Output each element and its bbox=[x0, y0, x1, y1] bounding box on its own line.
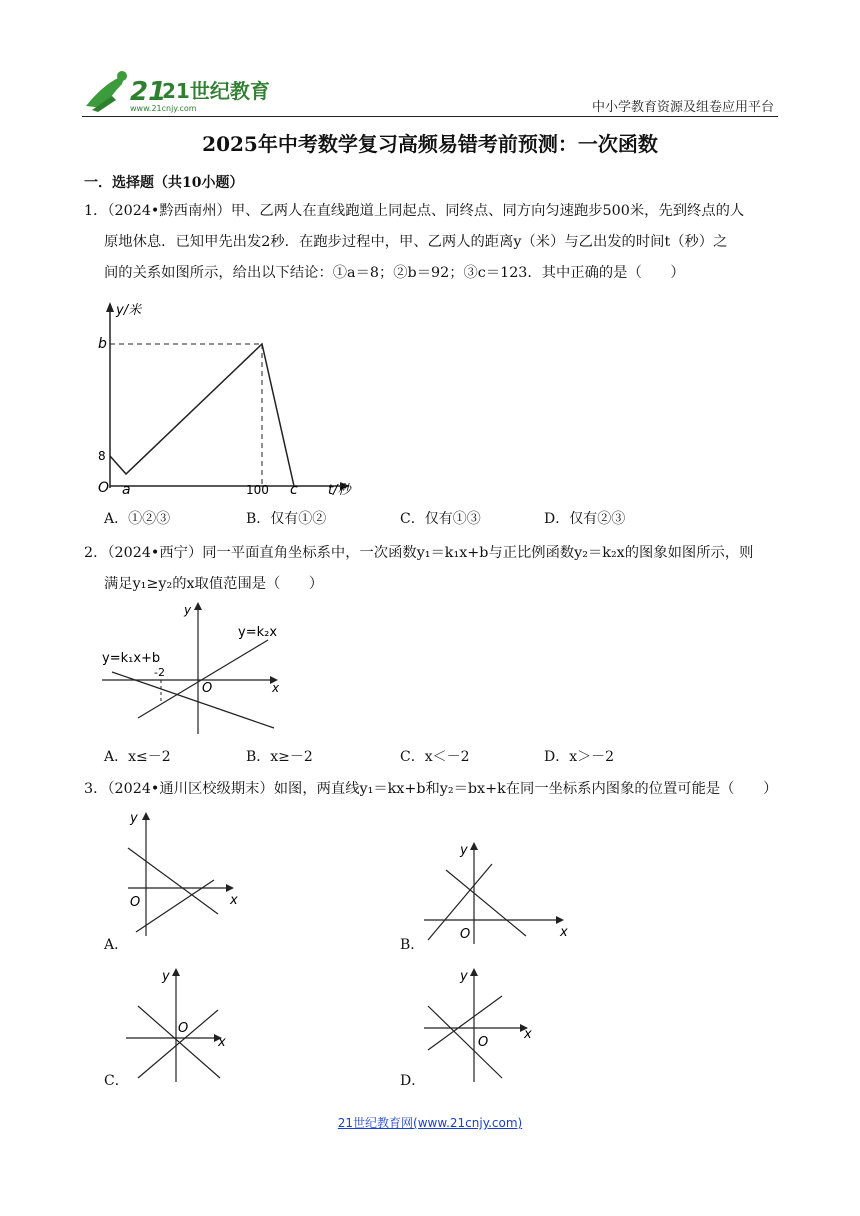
svg-text:O: O bbox=[178, 1021, 189, 1036]
svg-text:21世纪教育: 21世纪教育 bbox=[162, 79, 270, 103]
question-2-line-1: 2．（2024•西宁）同一平面直角坐标系中，一次函数y₁＝k₁x+b与正比例函数y₂＝k₂x的图象如图所示，则 bbox=[84, 545, 754, 561]
svg-text:x: x bbox=[272, 681, 280, 695]
platform-label: 中小学教育资源及组卷应用平台 bbox=[591, 100, 774, 115]
question-2 bbox=[84, 538, 784, 600]
svg-text:t/秒: t/秒 bbox=[328, 483, 351, 498]
svg-text:x: x bbox=[524, 1027, 532, 1042]
svg-text:y: y bbox=[130, 811, 138, 826]
option-b[interactable]: B．x≥－2 bbox=[246, 749, 313, 765]
question-3-graph-b bbox=[420, 840, 570, 946]
section-heading: 一．选择题（共10小题） bbox=[84, 175, 244, 191]
logo bbox=[82, 66, 270, 116]
svg-text:y: y bbox=[184, 603, 192, 617]
option-a-label[interactable]: A． bbox=[104, 937, 129, 953]
svg-text:c: c bbox=[290, 482, 298, 498]
option-d-label[interactable]: D． bbox=[400, 1073, 426, 1089]
svg-text:x: x bbox=[560, 925, 568, 940]
svg-text:-2: -2 bbox=[154, 666, 165, 679]
question-1 bbox=[84, 196, 784, 289]
question-3-graph-c bbox=[122, 966, 238, 1084]
option-c[interactable]: C．仅有①③ bbox=[400, 511, 481, 527]
svg-text:y: y bbox=[460, 843, 468, 858]
svg-text:y: y bbox=[460, 969, 468, 984]
svg-text:O: O bbox=[460, 927, 471, 942]
question-1-line-1: 1．（2024•黔西南州）甲、乙两人在直线跑道上同起点、同终点、同方向匀速跑步500米，先到终点的人 bbox=[84, 203, 745, 219]
question-2-graph bbox=[98, 600, 288, 736]
question-3-line-1: 3．（2024•通川区校级期末）如图，两直线y₁＝kx+b和y₂＝bx+k在同一坐标系内图象的位置可能是（ ） bbox=[84, 781, 778, 797]
option-d[interactable]: D．x＞－2 bbox=[544, 749, 615, 765]
question-1-line-2: 原地休息．已知甲先出发2秒．在跑步过程中，甲、乙两人的距离y（米）与乙出发的时间t（秒）之 bbox=[104, 234, 728, 250]
svg-text:x: x bbox=[218, 1035, 226, 1050]
option-c-label[interactable]: C． bbox=[104, 1073, 129, 1089]
svg-text:y/米: y/米 bbox=[116, 303, 142, 318]
svg-text:21: 21 bbox=[130, 77, 167, 107]
question-3-graph-a bbox=[122, 810, 242, 940]
option-a[interactable]: A．x≤－2 bbox=[104, 749, 171, 765]
svg-text:x: x bbox=[230, 893, 238, 908]
svg-text:O: O bbox=[130, 895, 141, 910]
page-title: 2025年中考数学复习高频易错考前预测：一次函数 bbox=[202, 132, 658, 156]
question-3-graph-d bbox=[420, 966, 536, 1084]
svg-text:y=k₂x: y=k₂x bbox=[238, 625, 278, 640]
svg-text:a: a bbox=[122, 482, 131, 498]
question-2-line-2: 满足y₁≥y₂的x取值范围是（ ） bbox=[104, 576, 324, 592]
question-1-graph bbox=[96, 298, 376, 498]
option-b[interactable]: B．仅有①② bbox=[246, 511, 327, 527]
question-3 bbox=[84, 774, 784, 805]
svg-text:O: O bbox=[202, 681, 213, 696]
option-d[interactable]: D．仅有②③ bbox=[544, 511, 626, 527]
header-divider bbox=[82, 116, 778, 117]
svg-text:y: y bbox=[162, 969, 170, 984]
svg-text:O: O bbox=[98, 480, 110, 496]
option-c[interactable]: C．x＜－2 bbox=[400, 749, 470, 765]
svg-text:O: O bbox=[478, 1035, 489, 1050]
option-a[interactable]: A．①②③ bbox=[104, 511, 171, 527]
svg-text:b: b bbox=[98, 336, 107, 352]
svg-text:100: 100 bbox=[246, 483, 269, 497]
svg-text:8: 8 bbox=[98, 449, 106, 463]
question-1-line-3: 间的关系如图所示，给出以下结论：①a＝8；②b＝92；③c＝123．其中正确的是（ ） bbox=[104, 265, 685, 281]
svg-text:www.21cnjy.com: www.21cnjy.com bbox=[130, 104, 197, 113]
svg-text:y=k₁x+b: y=k₁x+b bbox=[102, 651, 161, 666]
option-b-label[interactable]: B． bbox=[400, 937, 425, 953]
footer-link[interactable]: 21世纪教育网(www.21cnjy.com) bbox=[337, 1116, 523, 1130]
